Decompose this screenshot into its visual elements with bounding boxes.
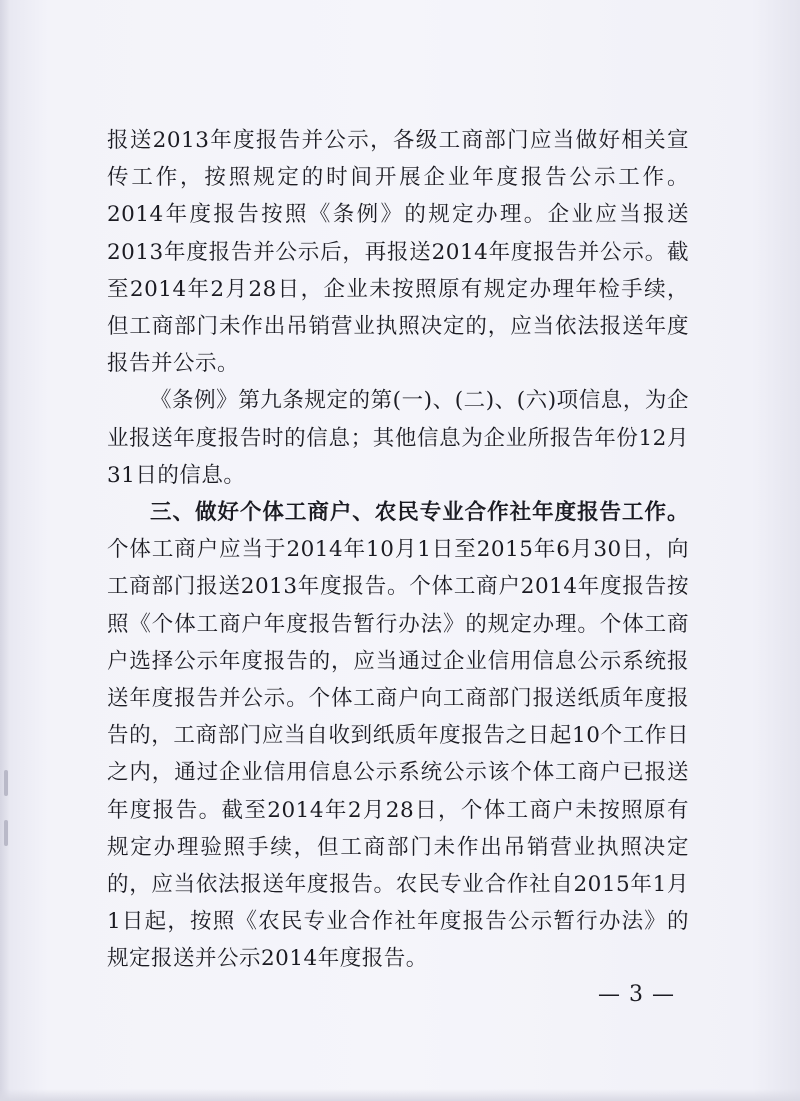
paragraph-section-three (107, 494, 689, 978)
staple-mark (4, 820, 8, 846)
paragraph-continuation: 报送2013年度报告并公示，各级工商部门应当做好相关宣传工作，按照规定的时间开展企业年度报告公示工作。2014年度报告按照《条例》的规定办理。企业应当报送2013年度报告并公示后，再报送2014年度报告并公示。截至2014年2月28日，企业未按照原有规定办理年检手续，但工商部门未作出吊销营业执照决定的，应当依法报送年度报告并公示。 (107, 128, 689, 377)
paragraph-article-nine: 《条例》第九条规定的第(一)、(二)、(六)项信息，为企业报送年度报告时的信息；其他信息为企业所报告年份12月31日的信息。 (107, 388, 689, 488)
section-body: 个体工商户应当于2014年10月1日至2015年6月30日，向工商部门报送2013年度报告。个体工商户2014年度报告按照《个体工商户年度报告暂行办法》的规定办理。个体工商户选择公示年度报告的，应当通过企业信用信息公示系统报送年度报告并公示。个体工商户向工商部门报送纸质年度报告的，工商部门应当自收到纸质年度报告之日起10个工作日之内，通过企业信用信息公示系统公示该个体工商户已报送年度报告。截至2014年2月28日，个体工商户未按照原有规定办理验照手续，但工商部门未作出吊销营业执照决定的，应当依法报送年度报告。农民专业合作社自2015年1月1日起，按照《农民专业合作社年度报告公示暂行办法》的规定报送并公示2014年度报告。 (107, 537, 689, 972)
section-heading: 三、做好个体工商户、农民专业合作社年度报告工作。 (150, 500, 689, 526)
page-number: — 3 — (598, 982, 675, 1007)
staple-mark (4, 770, 8, 796)
body-text (107, 122, 689, 978)
